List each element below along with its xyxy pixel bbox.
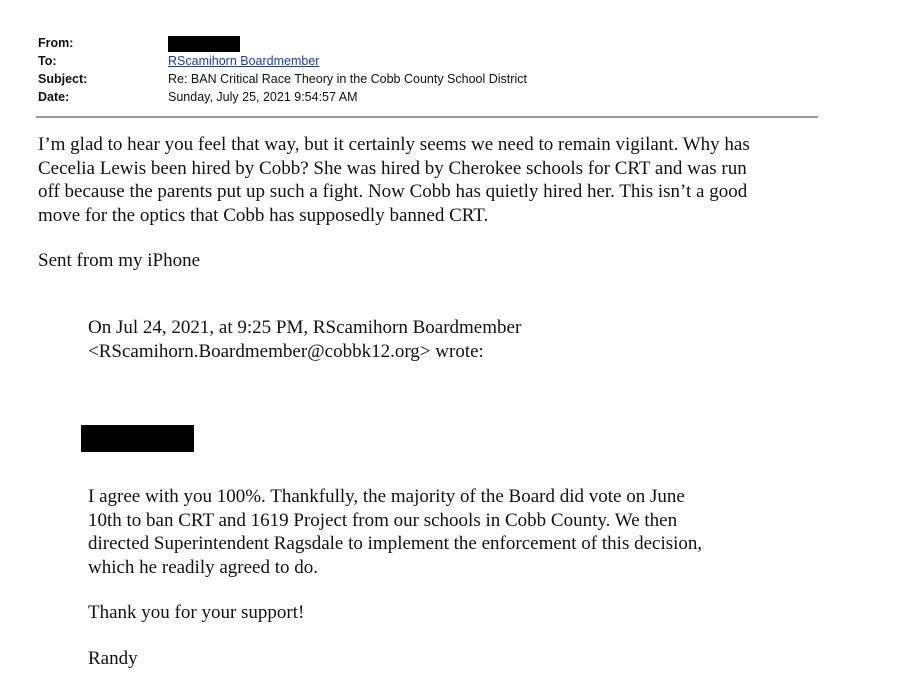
subject-label: Subject:: [38, 72, 88, 86]
quoted-intro-line: On Jul 24, 2021, at 9:25 PM, RScamihorn Boardmember: [88, 317, 522, 338]
message-line: I’m glad to hear you feel that way, but it certainly seems we need to remain vigilant. Why has: [38, 134, 750, 155]
subject-value: Re: BAN Critical Race Theory in the Cobb County School District: [168, 72, 527, 86]
quoted-intro: [88, 316, 788, 363]
quoted-line: I agree with you 100%. Thankfully, the majority of the Board did vote on June: [88, 486, 685, 507]
quoted-intro-line: <RScamihorn.Boardmember@cobbk12.org> wrote:: [88, 340, 484, 362]
message-paragraph: [38, 133, 838, 227]
message-line: off because the parents put up such a fight. Now Cobb has quietly hired her. This isn’t a good: [38, 181, 748, 202]
quoted-line: 10th to ban CRT and 1619 Project from our schools in Cobb County. We then: [88, 509, 678, 531]
header-divider: [36, 116, 818, 118]
date-label: Date:: [38, 90, 70, 104]
to-label: To:: [38, 54, 57, 68]
quoted-line: directed Superintendent Ragsdale to implement the enforcement of this decision,: [88, 533, 703, 554]
from-label: From:: [38, 36, 74, 50]
from-value: [168, 34, 240, 52]
quoted-line: which he readily agreed to do.: [88, 556, 319, 578]
quoted-paragraph: [88, 485, 808, 579]
message-line: Cecelia Lewis been hired by Cobb? She was hired by Cherokee schools for CRT and was run: [38, 157, 747, 179]
message-line: move for the optics that Cobb has supposedly banned CRT.: [38, 204, 489, 226]
sent-from-signature: Sent from my iPhone: [38, 250, 201, 271]
quoted-thanks: Thank you for your support!: [88, 602, 305, 623]
to-recipient-link[interactable]: RScamihorn Boardmember: [168, 54, 320, 68]
redacted-greeting: [81, 425, 194, 452]
date-value: Sunday, July 25, 2021 9:54:57 AM: [168, 90, 358, 104]
quoted-signature-name: Randy: [88, 648, 138, 669]
redacted-sender: [168, 36, 240, 52]
